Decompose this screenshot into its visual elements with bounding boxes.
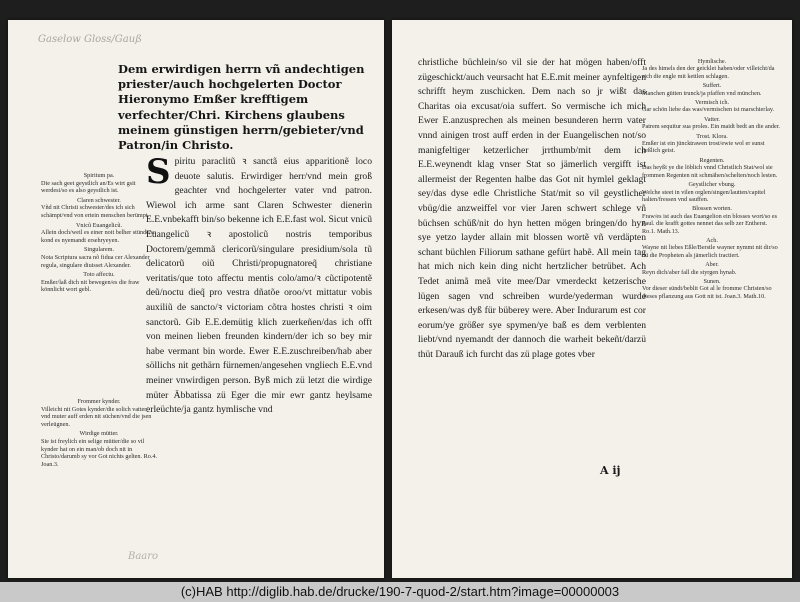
margin-note-text: Fraw/es ist auch das Euangelion ein blosses wort/so es Paul. die krafft gottes nennet das selb zer Entherst. Ro.1. Math.13. xyxy=(642,212,778,235)
margin-note-text: Vor dieser sündt/beblit Got al le fromme Christen/so dieses pflanzung aus Gott nit ist. Joan.3. Math.10. xyxy=(642,285,772,300)
margin-note-title: Suffert. xyxy=(702,82,722,90)
margin-note-text: Reyn dich/aber fall die styrgen hynab. xyxy=(642,268,737,276)
margin-note-title: Toto affectu. xyxy=(83,271,115,279)
margin-note-text: Emßer ist ein jüncktrawen trost/ewie wol er sunst peßlich geist. xyxy=(642,140,765,155)
margin-note-title: Ach. xyxy=(706,236,718,244)
margin-note-title: Vnicũ Euangelicũ. xyxy=(75,221,123,229)
margin-note xyxy=(41,222,157,245)
left-page xyxy=(8,20,384,578)
margin-note-text: Sie ist freylich ein selige mütter/die so vil kynder hat on ein man/ob doch nit in Christo/darumb sy vor Got nichts gelten. Ro.4. Joan.3. xyxy=(41,437,158,468)
left-body-text xyxy=(146,152,372,418)
signature-mark: A ij xyxy=(600,464,621,477)
margin-note-text: Ja des himels den der geicklet haben/oder villeicht/da sich die engle mit kettlen schlagen. xyxy=(642,65,775,80)
margin-note xyxy=(41,197,157,220)
margin-note-text: Manchen gütten trunck/ja pfaffen vnd münchen. xyxy=(642,89,762,97)
margin-note-text: Das heyßt ye die löblich vnnd Christlich Stat/wol sie frommen Regenten nit schmähen/schelten/noch lesten. xyxy=(642,164,778,179)
margin-note-text: Patrem sequitur sua proles. Ein maidt bedt an die ander. xyxy=(642,123,780,131)
margin-note-text: Die sach geet geystlich an/Es wirt gsit werdesi/so es also geystlich ist. xyxy=(41,179,136,195)
copyright-caption: (c)HAB http://diglib.hab.de/drucke/190-7-quod-2/start.htm?image=00000003 xyxy=(0,582,800,602)
drop-capital: S xyxy=(146,152,171,192)
dedication-heading: Dem erwirdigen herrn vñ andechtigen priester/auch hochgelerten Doctor Hieronymo Emßer krefftigem verfechter/Chri. Kirchens glaubens meinem günstigen herrn/gebieter/vnd Patron/in Christo. xyxy=(118,62,365,153)
right-margin-notes xyxy=(642,58,782,302)
left-margin-notes-top xyxy=(41,172,157,296)
margin-note xyxy=(642,82,782,97)
margin-note xyxy=(642,157,782,179)
margin-note xyxy=(642,181,782,203)
margin-note xyxy=(642,99,782,114)
margin-note xyxy=(642,237,782,259)
left-margin-notes-bottom xyxy=(41,398,157,470)
margin-note xyxy=(41,398,157,428)
margin-note-title: Sunen. xyxy=(703,277,721,285)
margin-note-title: Geystlicher vbung. xyxy=(688,181,736,189)
margin-note-title: Vermisch ich. xyxy=(694,99,730,107)
margin-note-title: Claren schwester. xyxy=(77,196,121,204)
margin-note xyxy=(642,278,782,300)
margin-note-title: Blossen worten. xyxy=(692,205,732,213)
margin-note xyxy=(642,205,782,235)
margin-note-text: Villeicht nit Gotes kynder/die solich vatter vnd muter auff erden nit süchen/vnd die jsen verleügnen. xyxy=(41,405,152,428)
margin-note xyxy=(642,58,782,80)
margin-note-text: Emßer/laß dich nit bewegen/es die fraw könnlicht wort gebl. xyxy=(41,278,140,294)
margin-note-title: Regenten. xyxy=(699,156,725,164)
left-body-paragraph: piritu paraclitũ ꝛ sanctã eius apparitionẽ loco deuote salutis. Erwirdiger herr/vnd mein groß geachter vnd hochgelerter vater vnd patron. Wiewol ich arme sant Claren Schwester dienerin E.E.vnbekafft bin/so bekenne ich E.E.fast wol. Sicut vnicũ Euangelicũ ꝛ apostolicũ nostris temporibus Doctorem/gemmã clericorũ/singulare presidium/sola tũ delicatorũ oiũ Christi/propugnatoreq̃ christiane veritatis/que toto affectu mentis colo/amo/ꝛ cũctipotentẽ deũ/noctu dieq̃ pro vestra dñatõe oroo/vt mittatur vobis auxiliũ de sancto/ꝛ victoriam cõtra hostes christi ꝛ oim sanctorũ. Gib E.E.demütig klich zuerkeñen/das ich offt von meinen lieben freunden kindern/der ich so bey mir habe vermant bin worde. Ewer E.E.zuschreiben/hab aber söllichs nit gethärn fürnemen/angesehen vngliech E.E.vnd meiner vnwirdigen person. Byß mich zü letzt die wirdige müter Äbbatissa zü Eger die mir ewr gantz heylsame erleüchte/ja gantz hymlische vnd xyxy=(146,156,372,416)
margin-note-text: Vñd nit Christi schwester/des ich sich schämpt/vnd von ertein menschen berümpt. xyxy=(41,204,150,219)
margin-note xyxy=(642,116,782,131)
right-body-text: christliche büchlein/so vil sie der hat mögen haben/offt zügeschickt/auch veursacht hat E.E.mit meiner aynfeltigen schrifft heym zuschicken. Dem nach so jr wißt das Charitas oia excusat/oia suffert. So vermische ich mich Ewer E.anzusprechen als meinen besunderen herrn vater vnnd ainigen trost auff erden in der Euangelischen not/so manigfeltiger ketzerlicher jrrthumb/mit dem ich E.E.weynendt klag vnser Stat so jämerlich vergifft ist allermeist der Regenten halbe das Got nit hymlel geklagt sey/das dyse edle Christliche Stat/mit so vil geystlicher vbüg/die anzweiffel vor vier Jaren schwert schlege vñ büchsen schüß/nit do hyn hetten mögen bringen/do hyn sye yetzo layder allain mit blossen wortẽ vñ verdäpten schant büchlen Filiorum sathane gefürt habẽ. All mein tag hat mich nich kein ding nicht hertzlicher betrübet. Ach Tedet animã meã vite mee/Dar vmerdeckt ketzerische lügen sagen vnd schreiben wurde/yederman wurde erkesen/was dyß für büberey were. Aber Indurarum est cor eorum/ye größer sye spymen/ye baß es dem verblenten liebt/vnd nyemandt der dannoch die warheit bekeñt/darzü thüt Darauß ich furcht das zü plage gotes vber xyxy=(418,57,646,360)
margin-note-title: Vatter. xyxy=(704,115,720,123)
margin-note xyxy=(642,133,782,155)
margin-note-title: Wirdige mütter. xyxy=(79,430,119,438)
margin-note xyxy=(642,261,782,276)
margin-note xyxy=(41,172,157,195)
margin-note-text: Welche steet in vilen orglen/singen/lautten/capitel halten/fressen vnd sauffen. xyxy=(642,188,766,203)
margin-note-title: Hymlische. xyxy=(697,58,727,65)
margin-note-text: Allein doch/weil es einer noit belher stünde/so kond es nyemandt ersehryeyen. xyxy=(41,229,157,244)
margin-note-title: Spiritum pa. xyxy=(83,172,115,179)
margin-note xyxy=(41,430,157,468)
right-page xyxy=(392,20,792,578)
margin-note-text: Gar schön liebe das was/vermischen ist marschierlay. xyxy=(642,106,775,114)
margin-note-title: Trost. Klora. xyxy=(696,132,728,140)
margin-note-title: Frommer kynder. xyxy=(77,398,121,405)
margin-note xyxy=(41,246,157,269)
pencil-annotation: Gaselow Gloss/Gauß xyxy=(38,34,142,45)
margin-note-title: Aber. xyxy=(705,261,719,269)
margin-note-text: Nota Scriptura sacra nõ fidua cer Alexander regula, singulare diuisset Alexander. xyxy=(41,253,150,269)
pencil-annotation-bottom: Baaro xyxy=(128,551,159,562)
margin-note-text: Wayne nit liebes Eßle/Berstle wayner nymmt nit dir/so dü die Propheten als jämerlich tractiert. xyxy=(642,244,778,259)
margin-note-title: Singularem. xyxy=(83,246,115,254)
margin-note xyxy=(41,271,157,294)
